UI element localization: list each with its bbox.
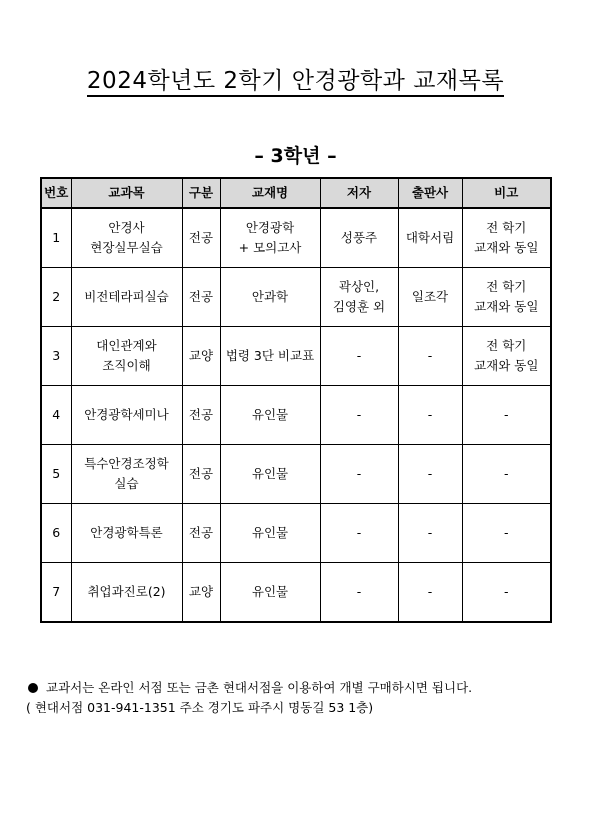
table-row (41, 504, 551, 563)
cell-type: 교양 (182, 327, 220, 386)
cell-note-line: 전 학기 (486, 279, 527, 294)
cell-author-line: 곽상인, (338, 279, 380, 294)
cell-note-line: - (503, 466, 509, 481)
cell-author (320, 208, 398, 268)
cell-author (320, 268, 398, 327)
cell-note-line: - (503, 525, 509, 540)
table-row (41, 327, 551, 386)
cell-subject-line: 특수안경조정학 (84, 456, 169, 471)
cell-publisher: - (398, 563, 462, 623)
cell-subject-line: 현장실무실습 (90, 240, 163, 255)
cell-book-line: 법령 3단 비교표 (225, 348, 315, 363)
cell-note (462, 563, 551, 623)
cell-no: 7 (41, 563, 71, 623)
cell-subject-line: 대인관계와 (96, 338, 157, 353)
cell-note-line: - (503, 584, 509, 599)
table-row (41, 386, 551, 445)
cell-publisher: 일조각 (398, 268, 462, 327)
cell-note-line: 교재와 동일 (474, 358, 539, 373)
cell-note (462, 504, 551, 563)
cell-book-line: 유인물 (251, 584, 289, 599)
cell-subject (71, 504, 182, 563)
cell-note-line: - (503, 407, 509, 422)
cell-subject-line: 안경사 (108, 220, 145, 235)
cell-book (220, 504, 320, 563)
cell-no: 3 (41, 327, 71, 386)
cell-note-line: 전 학기 (486, 220, 527, 235)
cell-publisher: - (398, 445, 462, 504)
purchase-notes (26, 678, 472, 718)
cell-type: 전공 (182, 504, 220, 563)
cell-book-line: 안경광학 (245, 220, 295, 235)
header-publisher: 출판사 (398, 178, 462, 208)
cell-subject-line: 안경광학세미나 (84, 407, 169, 422)
cell-author-line: 김영훈 외 (332, 299, 386, 314)
cell-book (220, 563, 320, 623)
note-line-2: ( 현대서점 031-941-1351 주소 경기도 파주시 명동길 53 1층) (26, 700, 374, 715)
bullet-icon (28, 683, 38, 693)
cell-subject-line: 실습 (114, 476, 139, 491)
cell-subject (71, 268, 182, 327)
cell-book-line: + 모의고사 (238, 240, 302, 255)
cell-author-line: - (356, 584, 362, 599)
grade-subtitle: – 3학년 – (254, 145, 337, 167)
cell-subject-line: 취업과진로(2) (87, 584, 166, 599)
cell-author (320, 386, 398, 445)
textbook-table (40, 177, 552, 623)
header-note: 비고 (462, 178, 551, 208)
cell-note (462, 445, 551, 504)
table-row (41, 445, 551, 504)
cell-book (220, 386, 320, 445)
cell-subject (71, 445, 182, 504)
cell-subject (71, 386, 182, 445)
cell-note-line: 교재와 동일 (474, 299, 539, 314)
cell-subject (71, 327, 182, 386)
table-row (41, 208, 551, 268)
cell-publisher: - (398, 386, 462, 445)
cell-author-line: 성풍주 (340, 230, 378, 245)
cell-no: 6 (41, 504, 71, 563)
cell-note-line: 교재와 동일 (474, 240, 539, 255)
cell-subject-line: 비전테라피실습 (84, 289, 169, 304)
cell-publisher: 대학서림 (398, 208, 462, 268)
table-header-row (41, 178, 551, 208)
cell-note (462, 327, 551, 386)
cell-publisher: - (398, 327, 462, 386)
cell-author-line: - (356, 466, 362, 481)
cell-subject (71, 563, 182, 623)
table-row (41, 268, 551, 327)
cell-note (462, 268, 551, 327)
cell-type: 교양 (182, 563, 220, 623)
cell-note (462, 208, 551, 268)
cell-author (320, 327, 398, 386)
cell-author (320, 504, 398, 563)
cell-author-line: - (356, 525, 362, 540)
cell-note (462, 386, 551, 445)
cell-subject-line: 조직이해 (102, 358, 151, 373)
cell-type: 전공 (182, 208, 220, 268)
cell-book (220, 445, 320, 504)
header-type: 구분 (182, 178, 220, 208)
cell-book-line: 안과학 (251, 289, 289, 304)
header-subject: 교과목 (71, 178, 182, 208)
cell-type: 전공 (182, 445, 220, 504)
cell-author-line: - (356, 407, 362, 422)
table-body (41, 208, 551, 622)
cell-book-line: 유인물 (251, 407, 289, 422)
cell-subject (71, 208, 182, 268)
table-row (41, 563, 551, 623)
cell-book (220, 208, 320, 268)
cell-author (320, 563, 398, 623)
cell-no: 2 (41, 268, 71, 327)
cell-author (320, 445, 398, 504)
cell-author-line: - (356, 348, 362, 363)
cell-no: 5 (41, 445, 71, 504)
header-book: 교재명 (220, 178, 320, 208)
cell-type: 전공 (182, 268, 220, 327)
cell-book-line: 유인물 (251, 466, 289, 481)
document-title: 2024학년도 2학기 안경광학과 교재목록 (0, 62, 591, 95)
cell-book-line: 유인물 (251, 525, 289, 540)
cell-publisher: - (398, 504, 462, 563)
cell-note-line: 전 학기 (486, 338, 527, 353)
note-line-1: 교과서는 온라인 서점 또는 금촌 현대서점을 이용하여 개별 구매하시면 됩니다. (26, 678, 472, 698)
cell-no: 4 (41, 386, 71, 445)
cell-book (220, 268, 320, 327)
cell-type: 전공 (182, 386, 220, 445)
cell-subject-line: 안경광학특론 (90, 525, 163, 540)
header-author: 저자 (320, 178, 398, 208)
header-no: 번호 (41, 178, 71, 208)
cell-book (220, 327, 320, 386)
cell-no: 1 (41, 208, 71, 268)
